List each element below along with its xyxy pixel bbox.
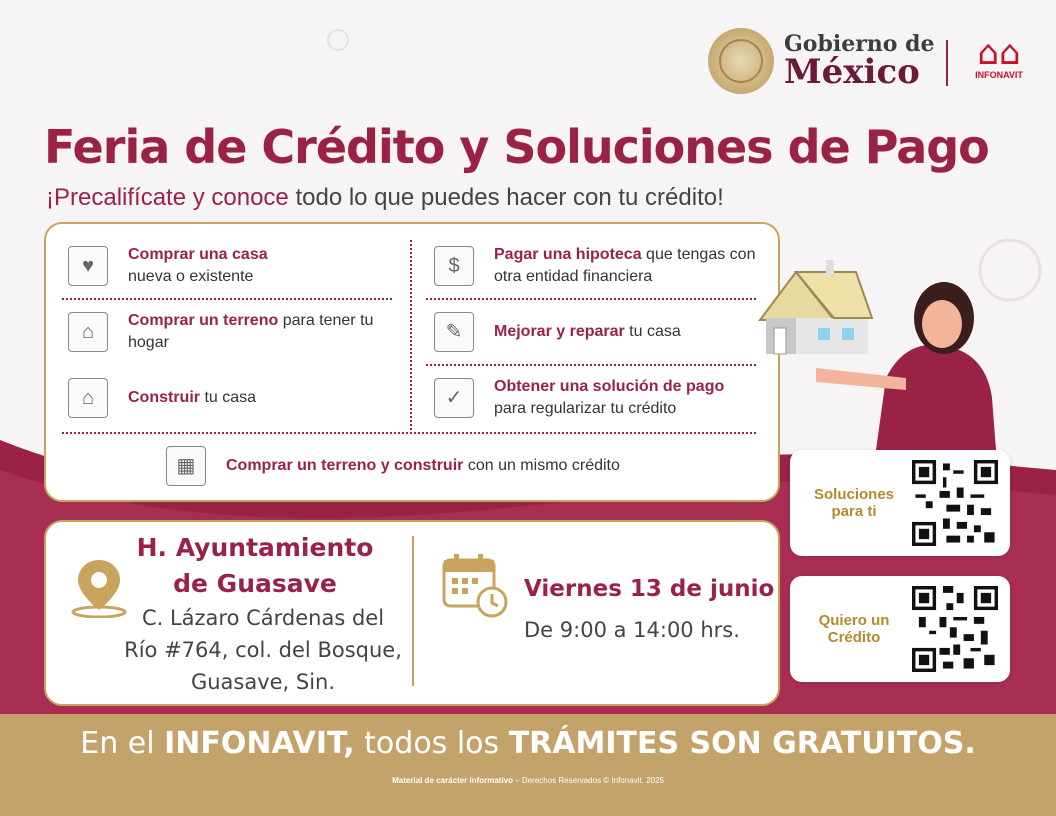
footer-emphasis: TRÁMITES SON GRATUITOS. (508, 726, 976, 761)
footer-legal (0, 776, 1056, 785)
gobierno-de-mexico-logo (708, 26, 935, 96)
option-bold: Construir (128, 389, 200, 406)
qr-code-icon[interactable] (912, 460, 998, 546)
option-solucion-pago (434, 376, 764, 420)
footer-legal-rest: – Derechos Reservados © Infonavit. 2025 (513, 776, 664, 785)
option-pagar-hipoteca (434, 244, 764, 288)
option-rest: para regularizar tu crédito (494, 400, 677, 417)
infonavit-logo-label: INFONAVIT (975, 70, 1023, 80)
footer-brand: INFONAVIT, (164, 726, 355, 761)
option-bold: Pagar una hipoteca (494, 246, 642, 263)
woman-holding-house-illustration (756, 258, 1012, 450)
qr-code-icon[interactable] (912, 586, 998, 672)
option-rest: tu casa (624, 323, 681, 340)
footer-middle: todos los (354, 726, 509, 761)
infonavit-logo (964, 33, 1034, 92)
qr-label (802, 612, 906, 646)
calendar-clock-icon (440, 550, 510, 620)
option-mejorar-reparar (434, 312, 764, 352)
build-house-icon: ⌂ (68, 378, 108, 418)
option-terreno-construir (166, 446, 686, 486)
options-divider-3 (426, 364, 756, 366)
qr-label-line2: para ti (831, 503, 877, 520)
option-rest: que tengas con otra entidad financiera (494, 246, 756, 285)
venue-name-line1: H. Ayuntamiento (136, 533, 374, 562)
option-bold: Comprar un terreno (128, 312, 279, 329)
qr-label-line2: Crédito (827, 629, 881, 646)
page-title: Feria de Crédito y Soluciones de Pago (44, 120, 989, 174)
options-vertical-divider (410, 240, 412, 430)
gobierno-line2: México (784, 52, 920, 92)
footer-prefix: En el (80, 726, 165, 761)
qr-label-line1: Quiero un (818, 612, 890, 629)
mexico-seal-icon (708, 28, 774, 94)
house-thumbs-up-icon: ✓ (434, 378, 474, 418)
infonavit-houses-icon: ⌂⌂ (977, 33, 1021, 73)
qr-label-line1: Soluciones (813, 486, 895, 503)
option-comprar-casa (68, 244, 388, 288)
option-rest: para tener tu hogar (128, 312, 374, 351)
venue-name (110, 530, 400, 602)
options-divider-2 (426, 298, 756, 300)
qr-label (802, 486, 906, 520)
footer-legal-bold: Material de carácter informativo (392, 776, 514, 785)
option-bold: Mejorar y reparar (494, 323, 625, 340)
gobierno-line1: Gobierno de (784, 31, 935, 57)
footer-slogan (0, 726, 1056, 761)
tools-icon: ✎ (434, 312, 474, 352)
option-bold: Comprar una casa (128, 246, 268, 263)
option-rest: nueva o existente (128, 268, 254, 285)
option-bold: Obtener una solución de pago (494, 378, 725, 395)
option-bold: Comprar un terreno y construir (226, 457, 464, 474)
address-line2: Río #764, col. del Bosque, (124, 638, 402, 662)
venue-address (118, 602, 408, 698)
option-construir (68, 378, 388, 418)
address-line1: C. Lázaro Cárdenas del (141, 606, 385, 630)
subtitle-accent: ¡Precalifícate y conoce (46, 184, 289, 211)
house-heart-icon: ♥ (68, 246, 108, 286)
subtitle-rest: todo lo que puedes hacer con tu crédito! (288, 184, 724, 211)
details-divider (412, 536, 414, 686)
mortgage-coins-icon: $ (434, 246, 474, 286)
qr-card-soluciones[interactable] (790, 450, 1010, 556)
event-date: Viernes 13 de junio (524, 576, 775, 602)
header-divider (946, 40, 948, 86)
land-build-icon: ▦ (166, 446, 206, 486)
option-rest: tu casa (200, 389, 257, 406)
page-subtitle (46, 184, 724, 212)
options-divider-1 (62, 298, 392, 300)
land-house-icon: ⌂ (68, 312, 108, 352)
option-rest: con un mismo crédito (463, 457, 620, 474)
address-line3: Guasave, Sin. (190, 670, 336, 694)
qr-card-quiero-credito[interactable] (790, 576, 1010, 682)
venue-name-line2: de Guasave (173, 569, 337, 598)
options-divider-4 (62, 432, 756, 434)
option-comprar-terreno (68, 310, 388, 354)
event-time: De 9:00 a 14:00 hrs. (524, 618, 740, 642)
